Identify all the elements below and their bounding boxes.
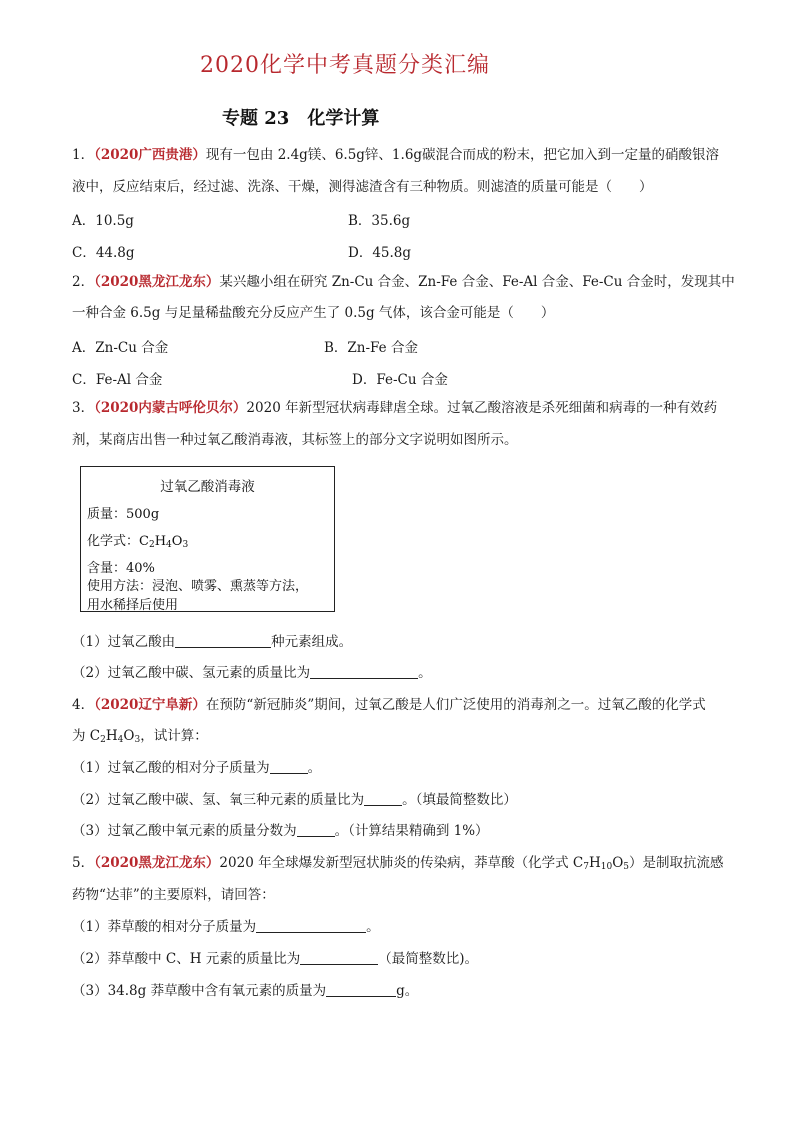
q5-sub-1: （1）莽草酸的相对分子质量为 。 (72, 919, 380, 935)
q2-option-c: C．Fe-Al 合金 (72, 372, 163, 388)
q2-option-a: A．Zn-Cu 合金 (72, 340, 169, 356)
document-title: 2020化学中考真题分类汇编 (200, 53, 490, 78)
q1-option-b: B．35.6g (348, 213, 411, 229)
q5-line-1: 5．（2020黑龙江龙东）2020 年全球爆发新型冠状肺炎的传染病，莽草酸（化学式 $C_7H_{10}O_5$）是制取抗流感 (72, 855, 724, 872)
answer-blank[interactable] (256, 918, 366, 933)
q3-sub-1: （1）过氧乙酸由 种元素组成。 (72, 634, 353, 650)
q1-text-1: 现有一包由 2.4g镁、6.5g锌、1.6g碳混合而成的粉末，把它加入到一定量的硝酸银溶 (205, 147, 720, 163)
answer-blank[interactable] (270, 759, 308, 774)
q4-line-2: 为 $C_2H_4O_3$，试计算： (72, 728, 208, 745)
q5-number: 5． (72, 855, 95, 871)
q4-sub-1: （1）过氧乙酸的相对分子质量为 。 (72, 760, 322, 776)
q1-option-a: A．10.5g (72, 213, 134, 229)
q4-number: 4． (72, 697, 95, 713)
q1-line-2: 液中，反应结束后，经过滤、洗涤、干燥，测得滤渣含有三种物质。则滤渣的质量可能是（ ） (72, 179, 653, 195)
q1-option-d: D．45.8g (348, 245, 412, 261)
q4-text-1: 在预防“新冠肺炎”期间，过氧乙酸是人们广泛使用的消毒剂之一。过氧乙酸的化学式 (205, 697, 706, 713)
q5-line-2: 药物“达菲”的主要原料，请回答： (72, 887, 275, 903)
answer-blank[interactable] (326, 982, 396, 997)
label-content: 含量：40% (87, 561, 155, 576)
q2-number: 2． (72, 274, 95, 290)
q3-number: 3． (72, 400, 95, 416)
q1-option-c: C．44.8g (72, 245, 135, 261)
product-label-box (80, 466, 335, 612)
q4-sub-3: （3）过氧乙酸中氧元素的质量分数为 。（计算结果精确到 1%） (72, 823, 489, 839)
q4-source: （2020辽宁阜新） (94, 697, 206, 713)
q1-number: 1． (72, 147, 95, 163)
q4-line-1 (72, 696, 706, 714)
q2-text-1: 某兴趣小组在研究 Zn-Cu 合金、Zn-Fe 合金、Fe-Al 合金、Fe-Cu 合金时，发现其中 (219, 274, 735, 290)
q2-line-2: 一种合金 6.5g 与足量稀盐酸充分反应产生了 0.5g 气体，该合金可能是（ ） (72, 305, 555, 321)
label-usage-2: 用水稀择后使用 (87, 598, 179, 613)
label-formula: 化学式：$C_2H_4O_3$ (87, 534, 189, 550)
topic-title: 专题 23 化学计算 (222, 108, 380, 129)
label-title: 过氧乙酸消毒液 (160, 479, 255, 495)
q5-source: （2020黑龙江龙东） (94, 855, 220, 871)
q2-line-1 (72, 273, 735, 291)
q1-line-1 (72, 146, 719, 164)
q3-line-2: 剂，某商店出售一种过氧乙酸消毒液，其标签上的部分文字说明如图所示。 (72, 432, 518, 448)
q2-source: （2020黑龙江龙东） (94, 274, 220, 290)
q2-option-b: B．Zn-Fe 合金 (324, 340, 418, 356)
q3-text-1: 2020 年新型冠状病毒肆虐全球。过氧乙酸溶液是杀死细菌和病毒的一种有效药 (246, 400, 718, 416)
label-usage-1: 使用方法：浸泡、喷雾、熏蒸等方法， (87, 579, 309, 594)
q5-sub-2: （2）莽草酸中 C、H 元素的质量比为 （最简整数比)。 (72, 951, 479, 967)
q3-line-1 (72, 399, 717, 417)
q3-source: （2020内蒙古呼伦贝尔） (94, 400, 247, 416)
q5-sub-3: （3）34.8g 莽草酸中含有氧元素的质量为 g。 (72, 983, 419, 999)
q2-option-d: D．Fe-Cu 合金 (352, 372, 448, 388)
answer-blank[interactable] (297, 822, 335, 837)
answer-blank[interactable] (175, 633, 271, 648)
q1-source: （2020广西贵港） (94, 147, 206, 163)
label-mass: 质量：500g (87, 507, 160, 522)
answer-blank[interactable] (310, 664, 418, 679)
q4-sub-2: （2）过氧乙酸中碳、氢、氧三种元素的质量比为 。（填最简整数比） (72, 792, 517, 808)
answer-blank[interactable] (364, 791, 402, 806)
q3-sub-2: （2）过氧乙酸中碳、氢元素的质量比为 。 (72, 665, 432, 681)
answer-blank[interactable] (300, 950, 378, 965)
